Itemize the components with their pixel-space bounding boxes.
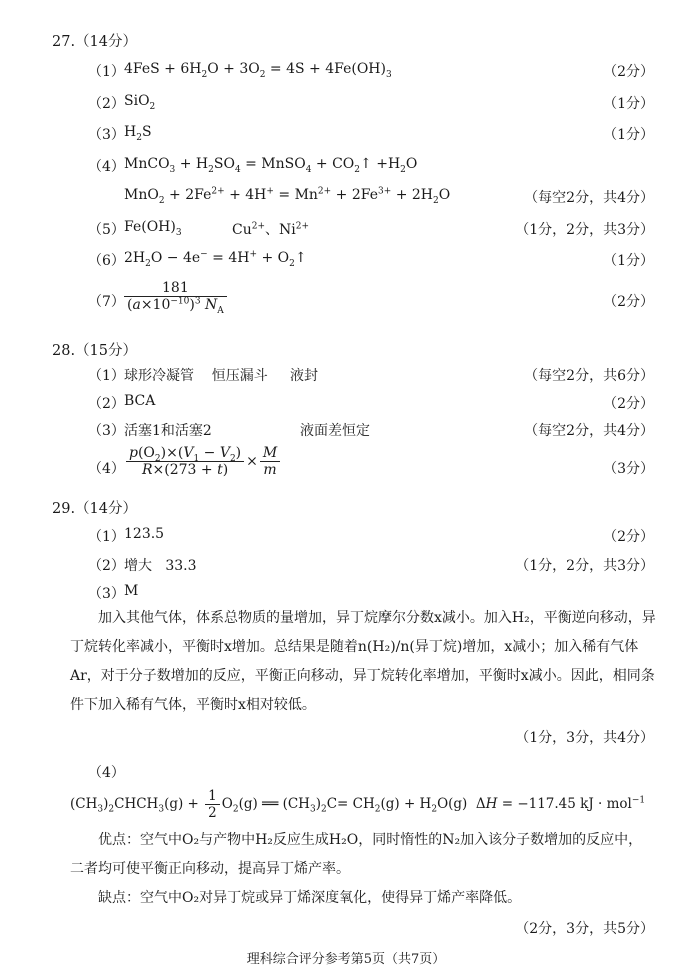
q29-1-label: （1） (88, 529, 125, 545)
q27-title: 27.（14分） (52, 34, 138, 50)
q29-3-answer: M (124, 583, 139, 599)
q27-5-score: （1分，2分，共3分） (515, 222, 654, 238)
q28-3-score: （每空2分，共4分） (524, 423, 654, 439)
q29-3-explanation-text: 加入其他气体，体系总物质的量增加，异丁烷摩尔分数x减小。加入H₂，平衡逆向移动，异丁烷转化率减小，平衡时x增加。总结果是随着n(H₂)/n(异丁烷)增加，x减小；加入稀有气体Ar，对于分子数增加的反应，平衡正向移动，异丁烷转化率增加，平衡时x减小。因此，相同条件下加入稀有气体，平衡时x相对较低。 (70, 610, 656, 713)
q29-3-label: （3） (88, 586, 125, 602)
q27-6-equation: $2H_2O - 4e^- = 4H^+$ + $O_2↑$ (124, 249, 307, 269)
page-footer: 理科综合评分参考第5页（共7页） (246, 952, 446, 967)
q28-3-answer-b: 液面差恒定 (300, 423, 370, 439)
q27-6-label: （6） (88, 253, 125, 269)
q29-1-score: （2分） (603, 529, 654, 545)
q27-5-answer-a: $Fe(OH)_3$ (124, 219, 182, 238)
q27-2-label: （2） (88, 96, 125, 112)
q28-4-score: （3分） (603, 461, 654, 477)
q29-4-advantage (70, 826, 656, 884)
q29-4-equation: $(CH_3)_2CHCH_3(g)$ + $\frac{1}{2}$ $O_2(g)$ ══ $(CH_3)_2C= CH_2(g) + H_2O(g) \Delta H = -117.45$ kJ · mol$^{-1}$ (70, 788, 646, 821)
q28-3-label: （3） (88, 423, 125, 439)
q28-2-label: （2） (88, 396, 125, 412)
q29-4-label: （4） (88, 765, 125, 781)
q29-2-score: （1分，2分，共3分） (515, 558, 654, 574)
q29-4-score: （2分，3分，共5分） (515, 921, 654, 937)
q28-2-answer: BCA (124, 393, 156, 409)
q27-7-formula: $\frac{181}{(a\times 10^{-10})^3 N_A}$ (122, 280, 229, 313)
q27-1-score: （2分） (603, 64, 654, 80)
q29-4-advantage-text: 优点：空气中O₂与产物中H₂反应生成H₂O，同时惰性的N₂加入该分子数增加的反应中，二者均可使平衡正向移动，提高异丁烯产率。 (70, 832, 643, 877)
q27-4-equation-1: MnCO$_3$ + $H_2SO_4$ = MnSO$_4$ + $CO_2↑ +H_2O$ (124, 156, 418, 175)
q27-3-answer: $H_2S$ (124, 124, 152, 143)
q27-2-score: （1分） (603, 96, 654, 112)
q27-5-answer-b: $Cu^{2+}$、$Ni^{2+}$ (232, 221, 310, 238)
q28-4-label: （4） (88, 461, 125, 477)
q27-7-score: （2分） (603, 294, 654, 310)
q28-1-answer: 球形冷凝管 恒压漏斗 液封 (124, 368, 319, 384)
q27-5-label: （5） (88, 222, 125, 238)
q29-3-explanation (70, 604, 656, 720)
q27-6-score: （1分） (603, 253, 654, 269)
q27-2-answer: SiO$_2$ (124, 93, 156, 112)
q29-3-score: （1分，3分，共4分） (515, 730, 654, 746)
q29-2-answer: 增大 33.3 (124, 558, 197, 574)
q29-2-label: （2） (88, 558, 125, 574)
q27-7-label: （7） (88, 294, 125, 310)
q28-4-formula: $\frac{p(O_2)\times(V_1 - V_2)}{R\times(273 + t)}$ × $\frac{M}{m}$ (124, 445, 282, 478)
q28-1-score: （每空2分，共6分） (524, 368, 654, 384)
q27-1-label: （1） (88, 64, 125, 80)
q27-4-equation-2: $MnO_2 + 2Fe^{2+} + 4H^+ = Mn^{2+} + 2Fe^{3+} + 2H_2O$ (124, 186, 451, 206)
q28-3-answer-a: 活塞1和活塞2 (124, 423, 212, 439)
q29-4-disadvantage (70, 884, 656, 913)
q27-4-label: （4） (88, 159, 125, 175)
q27-4-score: （每空2分，共4分） (524, 190, 654, 206)
q29-1-answer: 123.5 (124, 526, 165, 542)
q29-4-disadvantage-text: 缺点：空气中O₂对异丁烷或异丁烯深度氧化，使得异丁烯产率降低。 (98, 890, 522, 906)
q27-1-equation: $4FeS + 6H_2O + 3O_2 = 4S + 4Fe(OH)_3$ (124, 61, 392, 80)
q28-title: 28.（15分） (52, 343, 138, 359)
q27-3-score: （1分） (603, 127, 654, 143)
q27-2-answer-text: SiO (124, 93, 150, 109)
q27-3-label: （3） (88, 127, 125, 143)
q29-title: 29.（14分） (52, 501, 138, 517)
q28-1-label: （1） (88, 368, 125, 384)
q28-2-score: （2分） (603, 396, 654, 412)
